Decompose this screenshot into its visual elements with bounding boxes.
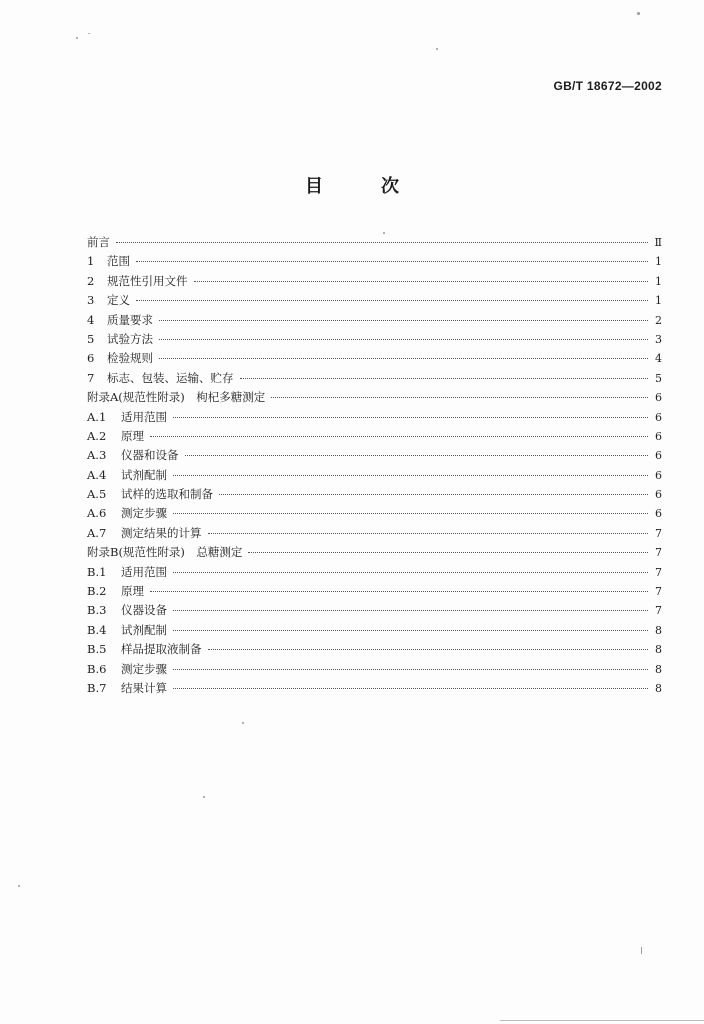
dot-leader bbox=[173, 678, 648, 689]
toc-entry-text: 测定步骤 bbox=[121, 661, 167, 676]
toc-entry bbox=[87, 679, 662, 698]
toc-entry-page: 8 bbox=[655, 662, 662, 676]
dot-leader bbox=[208, 639, 649, 650]
toc-entry-label bbox=[87, 446, 179, 465]
toc-entry bbox=[87, 311, 662, 330]
toc-entry-label bbox=[87, 330, 153, 349]
toc-entry-label bbox=[87, 233, 110, 252]
dot-leader bbox=[248, 542, 648, 553]
toc-entry-label bbox=[87, 485, 213, 504]
table-of-contents bbox=[87, 233, 662, 698]
toc-entry-text: 附录B(规范性附录) 总糖测定 bbox=[87, 545, 243, 560]
toc-entry-number: 4 bbox=[87, 312, 95, 327]
toc-entry-text: 标志、包装、运输、贮存 bbox=[107, 370, 234, 385]
toc-entry bbox=[87, 640, 662, 659]
toc-entry-number: A.4 bbox=[87, 467, 107, 482]
toc-entry-text: 范围 bbox=[107, 254, 130, 269]
toc-entry-number: B.2 bbox=[87, 584, 107, 599]
dot-leader bbox=[136, 290, 648, 301]
toc-entry-page: 1 bbox=[655, 294, 662, 308]
toc-entry-text: 样品提取液制备 bbox=[121, 642, 202, 657]
dot-leader bbox=[271, 387, 648, 398]
toc-entry-page: 7 bbox=[655, 526, 662, 540]
toc-entry-text: 质量要求 bbox=[107, 312, 153, 327]
toc-entry-label bbox=[87, 621, 167, 640]
toc-entry-number: A.1 bbox=[87, 409, 107, 424]
scan-speck bbox=[76, 37, 78, 39]
toc-entry bbox=[87, 272, 662, 291]
toc-entry-text: 测定结果的计算 bbox=[121, 525, 202, 540]
scan-edge-line bbox=[500, 1020, 704, 1021]
scan-speck bbox=[641, 947, 642, 954]
toc-entry-text: 定义 bbox=[107, 293, 130, 308]
dot-leader bbox=[208, 523, 649, 534]
toc-entry-number: B.4 bbox=[87, 622, 107, 637]
toc-entry-page: Ⅱ bbox=[654, 236, 662, 249]
toc-entry-page: 4 bbox=[655, 352, 662, 366]
toc-entry-number: 6 bbox=[87, 351, 95, 366]
toc-entry-text: 前言 bbox=[87, 235, 110, 249]
toc-entry-page: 3 bbox=[655, 332, 662, 346]
toc-entry-number: 7 bbox=[87, 370, 95, 385]
toc-entry-label bbox=[87, 369, 234, 388]
dot-leader bbox=[159, 310, 648, 321]
toc-entry-text: 结果计算 bbox=[121, 680, 167, 695]
toc-entry-number: 2 bbox=[87, 273, 95, 288]
toc-entry-number: B.5 bbox=[87, 642, 107, 657]
toc-entry-text: 适用范围 bbox=[121, 564, 167, 579]
toc-entry bbox=[87, 485, 662, 504]
toc-entry-page: 7 bbox=[655, 546, 662, 560]
toc-entry-page: 8 bbox=[655, 643, 662, 657]
toc-entry-page: 7 bbox=[655, 604, 662, 618]
toc-entry-number: A.2 bbox=[87, 428, 107, 443]
toc-entry-label bbox=[87, 388, 265, 407]
dot-leader bbox=[136, 251, 648, 262]
toc-entry-text: 仪器设备 bbox=[121, 603, 167, 618]
scan-speck bbox=[637, 12, 640, 15]
toc-entry bbox=[87, 466, 662, 485]
scan-speck bbox=[436, 48, 438, 50]
toc-entry bbox=[87, 291, 662, 310]
toc-entry-text: 原理 bbox=[121, 428, 144, 443]
dot-leader bbox=[194, 271, 649, 282]
toc-entry-page: 1 bbox=[655, 255, 662, 269]
toc-entry-page: 6 bbox=[655, 449, 662, 463]
toc-entry-text: 试剂配制 bbox=[121, 467, 167, 482]
toc-entry-label bbox=[87, 272, 188, 291]
toc-entry-page: 8 bbox=[655, 623, 662, 637]
toc-entry bbox=[87, 582, 662, 601]
toc-entry bbox=[87, 446, 662, 465]
toc-entry-text: 适用范围 bbox=[121, 409, 167, 424]
toc-entry-label bbox=[87, 679, 167, 698]
toc-entry-number: A.6 bbox=[87, 506, 107, 521]
toc-entry-number: B.1 bbox=[87, 564, 107, 579]
toc-entry bbox=[87, 349, 662, 368]
dot-leader bbox=[173, 562, 648, 573]
toc-entry bbox=[87, 563, 662, 582]
dot-leader bbox=[185, 445, 649, 456]
toc-entry-label bbox=[87, 601, 167, 620]
dot-leader bbox=[159, 329, 648, 340]
toc-entry-label bbox=[87, 408, 167, 427]
toc-entry-text: 试样的选取和制备 bbox=[121, 487, 213, 502]
toc-entry-page: 5 bbox=[655, 371, 662, 385]
toc-entry-page: 2 bbox=[655, 313, 662, 327]
toc-entry-label bbox=[87, 660, 167, 679]
scan-speck bbox=[242, 722, 244, 724]
toc-entry-number: A.3 bbox=[87, 448, 107, 463]
toc-entry-page: 6 bbox=[655, 429, 662, 443]
toc-entry-number: B.3 bbox=[87, 603, 107, 618]
toc-entry-text: 仪器和设备 bbox=[121, 448, 179, 463]
toc-entry bbox=[87, 504, 662, 523]
toc-entry-text: 附录A(规范性附录) 枸杞多糖测定 bbox=[87, 390, 266, 405]
toc-entry-label bbox=[87, 349, 153, 368]
toc-entry-label bbox=[87, 524, 202, 543]
toc-entry-number: 3 bbox=[87, 293, 95, 308]
toc-entry bbox=[87, 330, 662, 349]
toc-entry-text: 试剂配制 bbox=[121, 622, 167, 637]
toc-entry bbox=[87, 427, 662, 446]
toc-entry bbox=[87, 543, 662, 562]
dot-leader bbox=[240, 368, 649, 379]
toc-entry bbox=[87, 621, 662, 640]
toc-entry-page: 8 bbox=[655, 681, 662, 695]
toc-entry-label bbox=[87, 543, 242, 562]
toc-entry bbox=[87, 408, 662, 427]
toc-entry-number: A.7 bbox=[87, 525, 107, 540]
toc-entry-text: 测定步骤 bbox=[121, 506, 167, 521]
scan-speck bbox=[383, 232, 385, 234]
dot-leader bbox=[116, 232, 648, 243]
dot-leader bbox=[159, 348, 648, 359]
toc-entry-label bbox=[87, 582, 144, 601]
toc-entry-number: B.7 bbox=[87, 680, 107, 695]
toc-entry-number: A.5 bbox=[87, 487, 107, 502]
dot-leader bbox=[150, 581, 648, 592]
page-title: 目次 bbox=[305, 176, 457, 197]
toc-entry bbox=[87, 660, 662, 679]
toc-entry-page: 6 bbox=[655, 507, 662, 521]
toc-entry-label bbox=[87, 252, 130, 271]
toc-entry-label bbox=[87, 563, 167, 582]
toc-entry-label bbox=[87, 427, 144, 446]
toc-entry bbox=[87, 233, 662, 252]
toc-entry-page: 6 bbox=[655, 488, 662, 502]
toc-entry-number: 5 bbox=[87, 331, 95, 346]
toc-entry-page: 6 bbox=[655, 391, 662, 405]
toc-entry bbox=[87, 524, 662, 543]
toc-entry-number: B.6 bbox=[87, 661, 107, 676]
toc-entry bbox=[87, 388, 662, 407]
toc-entry bbox=[87, 601, 662, 620]
toc-entry-page: 6 bbox=[655, 410, 662, 424]
toc-entry-page: 7 bbox=[655, 565, 662, 579]
toc-entry-label bbox=[87, 466, 167, 485]
toc-entry-page: 6 bbox=[655, 468, 662, 482]
dot-leader bbox=[173, 407, 648, 418]
toc-entry-page: 7 bbox=[655, 585, 662, 599]
toc-entry-text: 检验规则 bbox=[107, 351, 153, 366]
toc-entry bbox=[87, 369, 662, 388]
toc-entry-number: 1 bbox=[87, 254, 95, 269]
toc-entry-label bbox=[87, 640, 202, 659]
dot-leader bbox=[150, 426, 648, 437]
scan-speck bbox=[88, 33, 90, 34]
dot-leader bbox=[173, 659, 648, 670]
scan-speck bbox=[203, 796, 205, 798]
toc-entry-label bbox=[87, 311, 153, 330]
scan-speck bbox=[18, 885, 20, 887]
dot-leader bbox=[173, 465, 648, 476]
toc-entry bbox=[87, 252, 662, 271]
dot-leader bbox=[219, 484, 648, 495]
standard-number: GB/T 18672—2002 bbox=[553, 79, 662, 93]
dot-leader bbox=[173, 503, 648, 514]
toc-entry-label bbox=[87, 291, 130, 310]
toc-entry-page: 1 bbox=[655, 274, 662, 288]
toc-entry-label bbox=[87, 504, 167, 523]
toc-entry-text: 试验方法 bbox=[107, 331, 153, 346]
toc-entry-text: 规范性引用文件 bbox=[107, 273, 188, 288]
toc-entry-text: 原理 bbox=[121, 584, 144, 599]
dot-leader bbox=[173, 620, 648, 631]
dot-leader bbox=[173, 600, 648, 611]
